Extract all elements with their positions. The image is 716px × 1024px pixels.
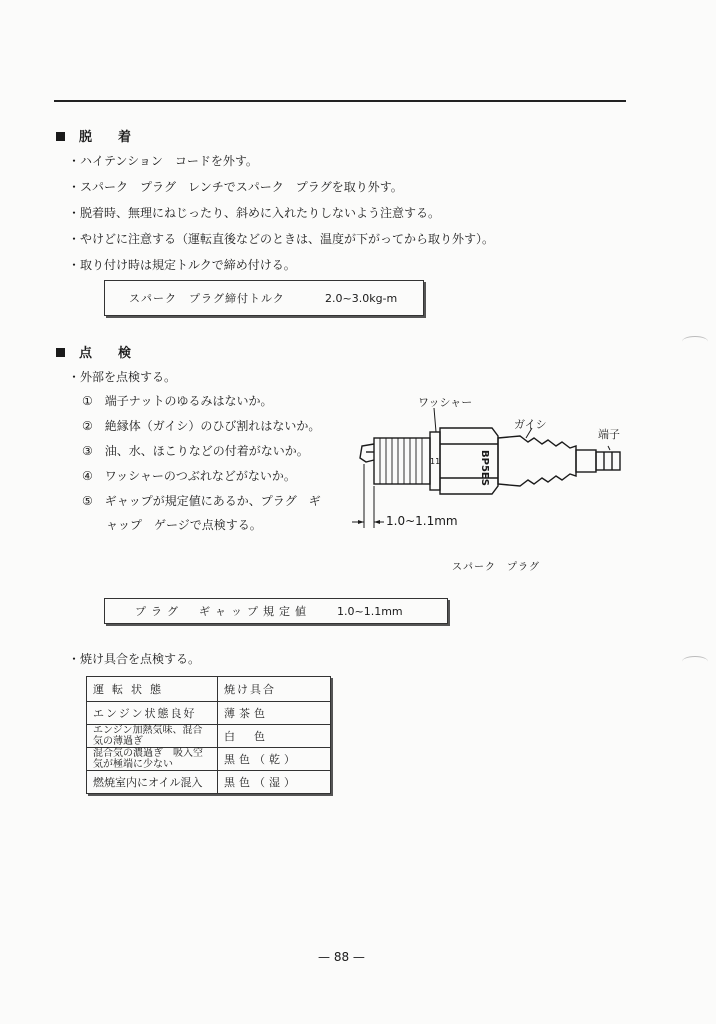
section-heading-removal: 脱 着 bbox=[56, 126, 131, 145]
check-item: ① 端子ナットのゆるみはないか。 bbox=[82, 394, 273, 408]
torque-spec-box bbox=[104, 280, 424, 316]
table-header-cell: 焼け具合 bbox=[218, 677, 331, 702]
page-number: — 88 — bbox=[318, 950, 365, 964]
removal-item: ・やけどに注意する（運転直後などのときは、温度が下がってから取り外す）。 bbox=[68, 232, 495, 246]
check-item: ⑤ ギャップが規定値にあるか、プラグ ギ bbox=[82, 494, 321, 508]
table-cell-result: 黒色（乾） bbox=[218, 748, 331, 771]
section-heading-inspection: 点 検 bbox=[56, 342, 131, 361]
top-rule bbox=[54, 100, 626, 102]
table-cell-state: エンジン加熱気味、混合気の薄過ぎ bbox=[87, 725, 218, 748]
removal-item: ・ハイテンション コードを外す。 bbox=[68, 154, 258, 168]
table-row bbox=[87, 748, 331, 771]
square-bullet-icon bbox=[56, 132, 65, 141]
removal-item: ・取り付け時は規定トルクで締め付ける。 bbox=[68, 258, 296, 272]
table-row bbox=[87, 771, 331, 794]
torque-label: スパーク プラグ締付トルク bbox=[129, 292, 285, 305]
check-item: ャップ ゲージで点検する。 bbox=[82, 518, 262, 532]
check-item: ② 絶縁体（ガイシ）のひび割れはないか。 bbox=[82, 419, 321, 433]
insulator-label: ガイシ bbox=[514, 418, 547, 431]
gap-spec-box bbox=[104, 598, 448, 624]
plug-model-label: BP5ES bbox=[479, 450, 490, 486]
table-row bbox=[87, 725, 331, 748]
check-item: ③ 油、水、ほこりなどの付着がないか。 bbox=[82, 444, 309, 458]
binding-hole-mark bbox=[682, 656, 708, 667]
washer-label: ワッシャー bbox=[418, 396, 473, 409]
burn-condition-table bbox=[86, 676, 331, 794]
table-cell-result: 白 色 bbox=[218, 725, 331, 748]
removal-item: ・スパーク プラグ レンチでスパーク プラグを取り外す。 bbox=[68, 180, 403, 194]
burn-intro: ・焼け具合を点検する。 bbox=[68, 652, 201, 666]
table-cell-state: エンジン状態良好 bbox=[87, 702, 218, 725]
binding-hole-mark bbox=[682, 336, 708, 347]
plug-model-sub-label: 11 bbox=[430, 457, 441, 466]
inspection-external: ・外部を点検する。 bbox=[68, 370, 177, 384]
table-cell-state: 燃焼室内にオイル混入 bbox=[87, 771, 218, 794]
gap-dimension-label: 1.0~1.1mm bbox=[386, 514, 458, 528]
torque-value: 2.0~3.0kg-m bbox=[325, 291, 398, 305]
table-cell-state: 混合気の濃過ぎ 吸入空気が極端に少ない bbox=[87, 748, 218, 771]
table-cell-result: 薄茶色 bbox=[218, 702, 331, 725]
check-item: ④ ワッシャーのつぶれなどがないか。 bbox=[82, 469, 296, 483]
table-row bbox=[87, 702, 331, 725]
gap-value: 1.0~1.1mm bbox=[337, 604, 403, 618]
figure-caption: スパーク プラグ bbox=[452, 562, 540, 573]
square-bullet-icon bbox=[56, 348, 65, 357]
table-header-cell: 運転状態 bbox=[87, 677, 218, 702]
table-header-row bbox=[87, 677, 331, 702]
table-cell-result: 黒色（湿） bbox=[218, 771, 331, 794]
removal-item: ・脱着時、無理にねじったり、斜めに入れたりしないよう注意する。 bbox=[68, 206, 441, 220]
gap-label: プラグ ギャップ規定値 bbox=[135, 605, 311, 618]
terminal-label: 端子 bbox=[598, 428, 620, 441]
